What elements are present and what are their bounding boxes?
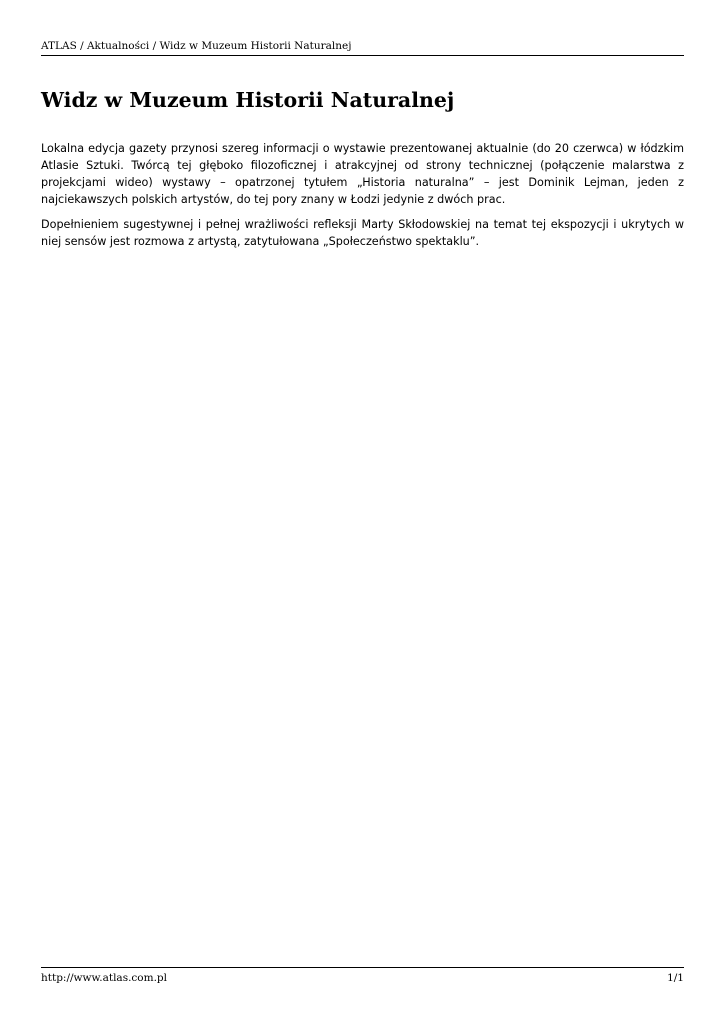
footer-url: http://www.atlas.com.pl xyxy=(41,972,167,984)
page-number: 1/1 xyxy=(667,972,684,984)
article-paragraph: Lokalna edycja gazety przynosi szereg informacji o wystawie prezentowanej aktualnie (do 20 czerwca) w łódzkim Atlasie Sztuki. Twórcą tej głęboko filozoficznej i atrakcyjnej od strony technicznej (połączenie malarstwa z projekcjami wideo) wystawy – opatrzonej tytułem „Historia naturalna” – jest Dominik Lejman, jeden z najciekawszych polskich artystów, do tej pory znany w Łodzi jedynie z dwóch prac. xyxy=(41,142,684,206)
article-paragraph: Dopełnieniem sugestywnej i pełnej wrażliwości refleksji Marty Skłodowskiej na temat tej ekspozycji i ukrytych w niej sensów jest rozmowa z artystą, zatytułowana „Społeczeństwo spektaklu”. xyxy=(41,218,684,248)
page-footer xyxy=(41,967,684,986)
article-title: Widz w Muzeum Historii Naturalnej xyxy=(41,88,455,112)
article-body xyxy=(41,140,684,258)
page-header xyxy=(41,38,684,56)
breadcrumb: ATLAS / Aktualności / Widz w Muzeum Historii Naturalnej xyxy=(41,40,352,52)
